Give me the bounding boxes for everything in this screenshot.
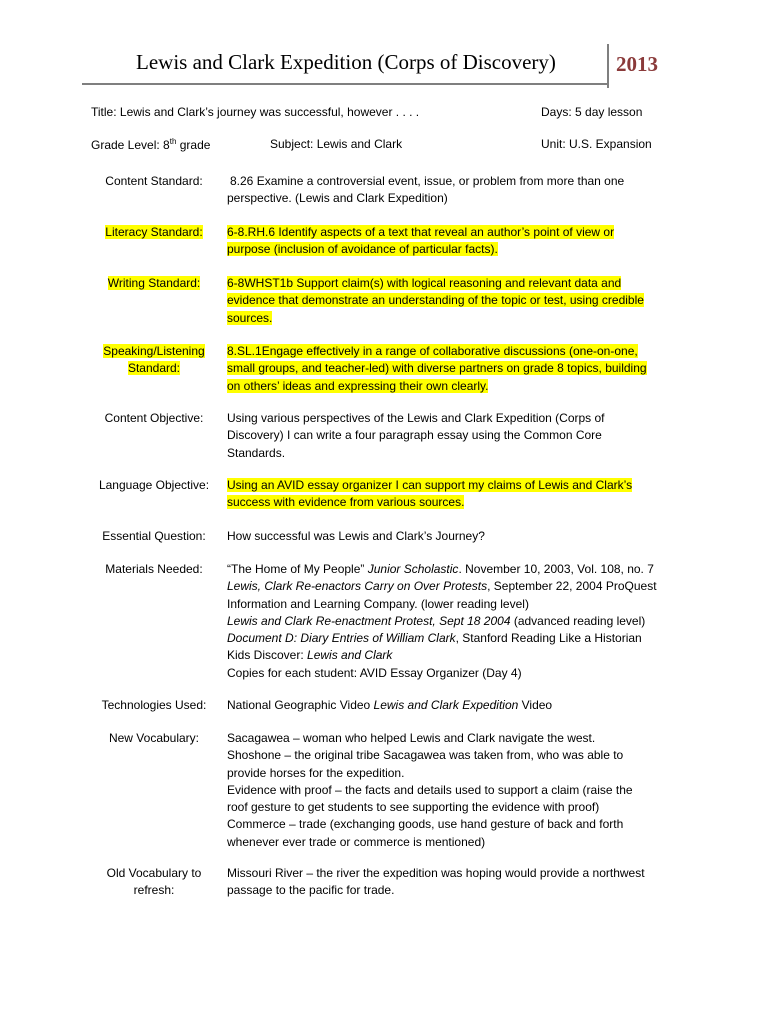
lesson-unit: Unit: U.S. Expansion [541,137,652,151]
literacy-standard-label: Literacy Standard: [105,225,203,239]
writing-standard-line: 6-8WHST1b Support claim(s) with logical reasoning and relevant data and [227,276,622,290]
content-standard-label: Content Standard: [105,174,203,188]
language-objective-line: Using an AVID essay organizer I can support my claims of Lewis and Clark’s [227,478,633,492]
essential-question-line: How successful was Lewis and Clark’s Journey? [227,529,485,543]
literacy-standard-value [227,224,687,259]
speaking-standard-value [227,343,687,395]
content-objective-line: Discovery) I can write a four paragraph essay using the Common Core [227,428,602,443]
material-title: Document D: Diary Entries of William Clark [227,631,456,646]
writing-standard-line: sources. [227,310,273,325]
language-objective-line: success with evidence from various sources. [227,495,465,510]
materials-line: Information and Learning Company. (lower reading level) [227,596,529,611]
material-text: . November 10, 2003, Vol. 108, no. 7 [458,562,654,576]
grade-level-text: Grade Level: 8 [91,138,170,152]
speaking-standard-line: on others’ ideas and expressing their own clearly. [227,378,489,393]
materials-line [227,630,687,647]
header-divider [607,44,609,88]
grade-level-sup: th [169,137,177,146]
grade-level-suffix: grade [176,138,211,152]
writing-standard-label: Writing Standard: [107,276,201,290]
lesson-title: Title: Lewis and Clark’s journey was successful, however . . . . [91,105,420,119]
materials-label: Materials Needed: [105,562,203,576]
technologies-line [227,697,687,714]
new-vocab-line: whenever ever trade or commerce is mentioned) [227,834,486,849]
materials-value [227,561,687,682]
essential-question-value [227,528,687,545]
material-title: Junior Scholastic [367,562,459,576]
material-text: Kids Discover: [227,648,308,663]
language-objective-value [227,477,687,512]
speaking-standard-label-2: Standard: [127,361,181,376]
literacy-standard-line: 6-8.RH.6 Identify aspects of a text that reveal an author’s point of view or [227,225,615,239]
content-objective-line: Standards. [227,445,286,460]
new-vocab-line: provide horses for the expedition. [227,765,405,780]
material-text: , Stanford Reading Like a Historian [455,631,642,646]
speaking-standard-line: small groups, and teacher-led) with diverse partners on grade 8 topics, building [227,361,647,376]
header-underline [82,83,608,85]
old-vocab-label-2: refresh: [133,883,175,898]
speaking-standard-label-wrap [84,343,224,378]
lesson-subject: Subject: Lewis and Clark [270,137,403,151]
technology-text: Video [518,698,553,712]
new-vocab-line: Commerce – trade (exchanging goods, use hand gesture of back and forth [227,817,624,832]
old-vocab-line: Missouri River – the river the expedition was hoping would provide a northwest [227,866,645,880]
material-text: , September 22, 2004 ProQuest [487,579,657,594]
material-title: Lewis and Clark Re-enactment Protest, Sept 18 2004 [227,613,511,628]
materials-line [227,561,687,578]
materials-line [227,578,687,595]
grade-level [91,137,210,152]
technology-text: National Geographic Video [227,698,374,712]
content-objective-label: Content Objective: [104,411,204,425]
content-standard-line: perspective. (Lewis and Clark Expedition) [227,191,448,206]
new-vocab-value [227,730,687,851]
materials-line [227,647,687,664]
technologies-value [227,697,687,714]
old-vocab-label-1: Old Vocabulary to [106,866,202,880]
content-objective-value [227,410,687,462]
content-standard-line: 8.26 Examine a controversial event, issue, or problem from more than one [230,174,625,188]
technologies-label: Technologies Used: [101,698,207,712]
technology-title: Lewis and Clark Expedition [373,698,519,712]
new-vocab-label: New Vocabulary: [108,731,200,745]
literacy-standard-line: purpose (inclusion of avoidance of particular facts). [227,242,498,257]
content-objective-line: Using various perspectives of the Lewis and Clark Expedition (Corps of [227,411,605,425]
materials-line: Copies for each student: AVID Essay Organizer (Day 4) [227,665,522,680]
document-header [0,0,768,95]
material-title: Lewis, Clark Re-enactors Carry on Over Protests [227,579,488,594]
material-text: “The Home of My People” [227,562,368,576]
new-vocab-line: Shoshone – the original tribe Sacagawea was taken from, who was able to [227,748,624,763]
new-vocab-line: roof gesture to get students to see supporting the evidence with proof) [227,800,600,815]
writing-standard-value [227,275,687,327]
writing-standard-label-wrap [84,275,224,292]
material-title: Lewis and Clark [307,648,393,663]
writing-standard-line: evidence that demonstrate an understanding of the topic or test, using credible [227,293,644,308]
speaking-standard-line: 8.SL.1Engage effectively in a range of collaborative discussions (one-on-one, [227,344,638,358]
content-standard-value [227,173,690,208]
materials-line [227,613,687,630]
old-vocab-value [227,865,687,900]
lesson-days: Days: 5 day lesson [541,105,643,119]
language-objective-label: Language Objective: [98,478,210,492]
document-title: Lewis and Clark Expedition (Corps of Discovery) [136,50,556,74]
speaking-standard-label-1: Speaking/Listening [103,344,205,358]
new-vocab-line: Sacagawea – woman who helped Lewis and Clark navigate the west. [227,731,596,745]
essential-question-label: Essential Question: [102,529,206,543]
literacy-standard-label-wrap [84,224,224,241]
material-text: (advanced reading level) [510,613,646,628]
old-vocab-line: passage to the pacific for trade. [227,883,395,898]
new-vocab-line: Evidence with proof – the facts and details used to support a claim (raise the [227,782,633,797]
old-vocab-label-wrap [84,865,224,900]
document-year: 2013 [616,52,658,76]
